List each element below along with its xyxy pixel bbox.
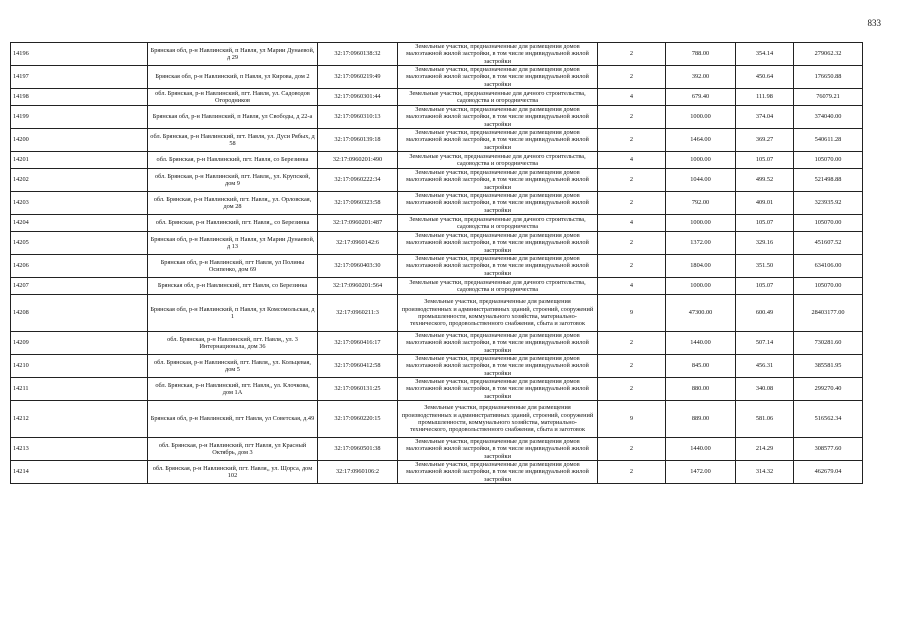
unit-price-cell: 105.07: [736, 278, 794, 295]
category-cell: 2: [598, 378, 666, 401]
area-cell: 845.00: [666, 355, 736, 378]
land-use-cell: Земельные участки, предназначенные для дачного строительства, садоводства и огородничества: [398, 278, 598, 295]
land-use-cell: Земельные участки, предназначенные для размещения домов малоэтажной жилой застройки, в том числе индивидуальной жилой застройки: [398, 192, 598, 215]
category-cell: 2: [598, 232, 666, 255]
row-number-cell: 14200: [11, 129, 148, 152]
unit-price-cell: 111.98: [736, 89, 794, 106]
land-use-cell: Земельные участки, предназначенные для размещения домов малоэтажной жилой застройки, в том числе индивидуальной жилой застройки: [398, 378, 598, 401]
cadastral-value-cell: 374040.00: [794, 106, 863, 129]
table-row: [11, 378, 863, 401]
land-use-cell: Земельные участки, предназначенные для размещения производственных и административных зданий, строений, сооружений промышленности, коммунального хозяйства, материально-технического, продовольственного снабжения, сбыта и заготовок: [398, 401, 598, 438]
area-cell: 1440.00: [666, 438, 736, 461]
address-cell: Брянская обл, р-н Навлинский, п Навля, ул Марии Дунаевой, д 29: [148, 43, 318, 66]
land-use-cell: Земельные участки, предназначенные для размещения домов малоэтажной жилой застройки, в том числе индивидуальной жилой застройки: [398, 66, 598, 89]
table-row: [11, 106, 863, 129]
unit-price-cell: 369.27: [736, 129, 794, 152]
cadastral-number-cell: 32:17:0960139:18: [318, 129, 398, 152]
row-number-cell: 14204: [11, 215, 148, 232]
table-row: [11, 278, 863, 295]
land-use-cell: Земельные участки, предназначенные для размещения домов малоэтажной жилой застройки, в том числе индивидуальной жилой застройки: [398, 332, 598, 355]
cadastral-value-cell: 299270.40: [794, 378, 863, 401]
table-row: [11, 152, 863, 169]
unit-price-cell: 507.14: [736, 332, 794, 355]
area-cell: 1000.00: [666, 278, 736, 295]
category-cell: 2: [598, 461, 666, 484]
address-cell: обл. Брянская, р-н Навлинский, пгт Навля, ул Красный Октябрь, дом 3: [148, 438, 318, 461]
table-row: [11, 355, 863, 378]
land-use-cell: Земельные участки, предназначенные для размещения домов малоэтажной жилой застройки, в том числе индивидуальной жилой застройки: [398, 255, 598, 278]
cadastral-value-cell: 105070.00: [794, 152, 863, 169]
land-use-cell: Земельные участки, предназначенные для размещения домов малоэтажной жилой застройки, в том числе индивидуальной жилой застройки: [398, 106, 598, 129]
cadastral-value-cell: 385581.95: [794, 355, 863, 378]
category-cell: 2: [598, 43, 666, 66]
category-cell: 4: [598, 278, 666, 295]
unit-price-cell: 340.08: [736, 378, 794, 401]
cadastral-value-cell: 634106.00: [794, 255, 863, 278]
address-cell: Брянская обл, р-н Навлинский, пгт Навля, ул Полины Осипенко, дом 69: [148, 255, 318, 278]
area-cell: 1000.00: [666, 152, 736, 169]
category-cell: 9: [598, 401, 666, 438]
cadastral-number-cell: 32:17:0960106:2: [318, 461, 398, 484]
address-cell: Брянская обл, р-н Навлинский, п Навля, ул Марии Дунаевой, д 13: [148, 232, 318, 255]
cadastral-number-cell: 32:17:0960403:30: [318, 255, 398, 278]
table-row: [11, 438, 863, 461]
cadastral-number-cell: 32:17:0960412:58: [318, 355, 398, 378]
land-use-cell: Земельные участки, предназначенные для дачного строительства, садоводства и огородничества: [398, 89, 598, 106]
table-row: [11, 255, 863, 278]
cadastral-number-cell: 32:17:0960211:3: [318, 295, 398, 332]
table-row: [11, 43, 863, 66]
table-row: [11, 66, 863, 89]
row-number-cell: 14207: [11, 278, 148, 295]
cadastral-value-cell: 279062.32: [794, 43, 863, 66]
address-cell: обл. Брянская, р-н Навлинский, пгт. Навля, со Березинка: [148, 152, 318, 169]
cadastral-number-cell: 32:17:0960501:38: [318, 438, 398, 461]
table-body: [11, 43, 863, 484]
row-number-cell: 14209: [11, 332, 148, 355]
land-use-cell: Земельные участки, предназначенные для размещения домов малоэтажной жилой застройки, в том числе индивидуальной жилой застройки: [398, 129, 598, 152]
row-number-cell: 14210: [11, 355, 148, 378]
unit-price-cell: 374.04: [736, 106, 794, 129]
unit-price-cell: 581.06: [736, 401, 794, 438]
cadastral-value-cell: 76079.21: [794, 89, 863, 106]
area-cell: 1372.00: [666, 232, 736, 255]
land-use-cell: Земельные участки, предназначенные для размещения домов малоэтажной жилой застройки, в том числе индивидуальной жилой застройки: [398, 169, 598, 192]
cadastral-number-cell: 32:17:0960201:564: [318, 278, 398, 295]
row-number-cell: 14206: [11, 255, 148, 278]
area-cell: 392.00: [666, 66, 736, 89]
row-number-cell: 14213: [11, 438, 148, 461]
category-cell: 4: [598, 215, 666, 232]
land-use-cell: Земельные участки, предназначенные для размещения домов малоэтажной жилой застройки, в том числе индивидуальной жилой застройки: [398, 438, 598, 461]
cadastral-value-table: [10, 42, 863, 484]
address-cell: Брянская обл, р-н Навлинский, п Навля, ул Кирова, дом 2: [148, 66, 318, 89]
category-cell: 2: [598, 332, 666, 355]
address-cell: Брянская обл, р-н Навлинский, п Навля, ул Свободы, д 22-а: [148, 106, 318, 129]
cadastral-number-cell: 32:17:0960416:17: [318, 332, 398, 355]
land-use-cell: Земельные участки, предназначенные для дачного строительства, садоводства и огородничества: [398, 215, 598, 232]
cadastral-value-cell: 730281.60: [794, 332, 863, 355]
address-cell: обл. Брянская, р-н Навлинский, пгт. Навля,, со Березинка: [148, 215, 318, 232]
area-cell: 1000.00: [666, 215, 736, 232]
land-use-cell: Земельные участки, предназначенные для размещения производственных и административных зданий, строений, сооружений промышленности, коммунального хозяйства, материально-технического, продовольственного снабжения, сбыта и заготовок: [398, 295, 598, 332]
area-cell: 1472.00: [666, 461, 736, 484]
unit-price-cell: 329.16: [736, 232, 794, 255]
address-cell: Брянская обл, р-н Навлинский, пгт Навля, ул Советская, д.49: [148, 401, 318, 438]
category-cell: 9: [598, 295, 666, 332]
land-use-cell: Земельные участки, предназначенные для размещения домов малоэтажной жилой застройки, в том числе индивидуальной жилой застройки: [398, 355, 598, 378]
address-cell: обл. Брянская, р-н Навлинский, пгт. Навля,, ул. 3 Интернационала, дом 36: [148, 332, 318, 355]
category-cell: 2: [598, 169, 666, 192]
category-cell: 2: [598, 355, 666, 378]
area-cell: 880.00: [666, 378, 736, 401]
cadastral-value-cell: 176650.88: [794, 66, 863, 89]
cadastral-value-cell: 516562.34: [794, 401, 863, 438]
land-use-cell: Земельные участки, предназначенные для дачного строительства, садоводства и огородничества: [398, 152, 598, 169]
category-cell: 2: [598, 66, 666, 89]
area-cell: 792.00: [666, 192, 736, 215]
table-row: [11, 215, 863, 232]
row-number-cell: 14197: [11, 66, 148, 89]
address-cell: обл. Брянская, р-н Навлинский, пгт. Навля,, ул. Щорса, дом 102: [148, 461, 318, 484]
cadastral-number-cell: 32:17:0960220:15: [318, 401, 398, 438]
table-row: [11, 232, 863, 255]
category-cell: 2: [598, 438, 666, 461]
area-cell: 679.40: [666, 89, 736, 106]
category-cell: 2: [598, 106, 666, 129]
unit-price-cell: 499.52: [736, 169, 794, 192]
address-cell: обл. Брянская, р-н Навлинский, пгт. Навля,, ул. Крупской, дом 9: [148, 169, 318, 192]
unit-price-cell: 456.31: [736, 355, 794, 378]
category-cell: 2: [598, 255, 666, 278]
area-cell: 47300.00: [666, 295, 736, 332]
area-cell: 788.00: [666, 43, 736, 66]
row-number-cell: 14198: [11, 89, 148, 106]
cadastral-number-cell: 32:17:0960323:58: [318, 192, 398, 215]
table-row: [11, 129, 863, 152]
cadastral-value-cell: 462679.04: [794, 461, 863, 484]
row-number-cell: 14196: [11, 43, 148, 66]
unit-price-cell: 600.49: [736, 295, 794, 332]
row-number-cell: 14202: [11, 169, 148, 192]
unit-price-cell: 450.64: [736, 66, 794, 89]
table-row: [11, 401, 863, 438]
land-use-cell: Земельные участки, предназначенные для размещения домов малоэтажной жилой застройки, в том числе индивидуальной жилой застройки: [398, 43, 598, 66]
unit-price-cell: 351.50: [736, 255, 794, 278]
cadastral-number-cell: 32:17:0960219:49: [318, 66, 398, 89]
table-row: [11, 89, 863, 106]
category-cell: 4: [598, 152, 666, 169]
category-cell: 4: [598, 89, 666, 106]
cadastral-value-cell: 105070.00: [794, 215, 863, 232]
row-number-cell: 14214: [11, 461, 148, 484]
table-row: [11, 169, 863, 192]
cadastral-number-cell: 32:17:0960142:6: [318, 232, 398, 255]
cadastral-value-cell: 308577.60: [794, 438, 863, 461]
address-cell: обл. Брянская, р-н Навлинский, пгт. Навля,, ул. Клочкова, дом 1А: [148, 378, 318, 401]
table-row: [11, 295, 863, 332]
table-row: [11, 461, 863, 484]
cadastral-value-cell: 323935.92: [794, 192, 863, 215]
address-cell: обл. Брянская, р-н Навлинский, пгт. Навля, ул. Дуси Рябых, д 58: [148, 129, 318, 152]
cadastral-value-cell: 451607.52: [794, 232, 863, 255]
area-cell: 1044.00: [666, 169, 736, 192]
area-cell: 1000.00: [666, 106, 736, 129]
unit-price-cell: 105.07: [736, 152, 794, 169]
unit-price-cell: 105.07: [736, 215, 794, 232]
address-cell: обл. Брянская, р-н Навлинский, пгт. Навля,, ул. Кольцевая, дом 5: [148, 355, 318, 378]
cadastral-value-cell: 540611.28: [794, 129, 863, 152]
row-number-cell: 14203: [11, 192, 148, 215]
area-cell: 1464.00: [666, 129, 736, 152]
unit-price-cell: 354.14: [736, 43, 794, 66]
cadastral-number-cell: 32:17:0960310:13: [318, 106, 398, 129]
table-row: [11, 332, 863, 355]
cadastral-value-cell: 521498.88: [794, 169, 863, 192]
unit-price-cell: 214.29: [736, 438, 794, 461]
category-cell: 2: [598, 192, 666, 215]
table-row: [11, 192, 863, 215]
area-cell: 1804.00: [666, 255, 736, 278]
cadastral-value-cell: 28403177.00: [794, 295, 863, 332]
row-number-cell: 14201: [11, 152, 148, 169]
category-cell: 2: [598, 129, 666, 152]
row-number-cell: 14208: [11, 295, 148, 332]
address-cell: Брянская обл, р-н Навлинский, пгт Навля, со Березинка: [148, 278, 318, 295]
area-cell: 889.00: [666, 401, 736, 438]
row-number-cell: 14212: [11, 401, 148, 438]
row-number-cell: 14211: [11, 378, 148, 401]
cadastral-number-cell: 32:17:0960201:487: [318, 215, 398, 232]
row-number-cell: 14205: [11, 232, 148, 255]
cadastral-number-cell: 32:17:0960301:44: [318, 89, 398, 106]
cadastral-value-cell: 105070.00: [794, 278, 863, 295]
cadastral-number-cell: 32:17:0960201:490: [318, 152, 398, 169]
land-use-cell: Земельные участки, предназначенные для размещения домов малоэтажной жилой застройки, в том числе индивидуальной жилой застройки: [398, 232, 598, 255]
address-cell: обл. Брянская, р-н Навлинский, пгт. Навля, ул. Садоводов Огородников: [148, 89, 318, 106]
cadastral-number-cell: 32:17:0960222:34: [318, 169, 398, 192]
land-use-cell: Земельные участки, предназначенные для размещения домов малоэтажной жилой застройки, в том числе индивидуальной жилой застройки: [398, 461, 598, 484]
cadastral-number-cell: 32:17:0960131:25: [318, 378, 398, 401]
unit-price-cell: 409.01: [736, 192, 794, 215]
unit-price-cell: 314.32: [736, 461, 794, 484]
address-cell: обл. Брянская, р-н Навлинский, пгт. Навля,, ул. Орловская, дом 28: [148, 192, 318, 215]
page-number: 833: [867, 18, 881, 28]
address-cell: Брянская обл, р-н Навлинский, п Навля, ул Комсомольская, д 1: [148, 295, 318, 332]
cadastral-number-cell: 32:17:0960138:32: [318, 43, 398, 66]
row-number-cell: 14199: [11, 106, 148, 129]
area-cell: 1440.00: [666, 332, 736, 355]
